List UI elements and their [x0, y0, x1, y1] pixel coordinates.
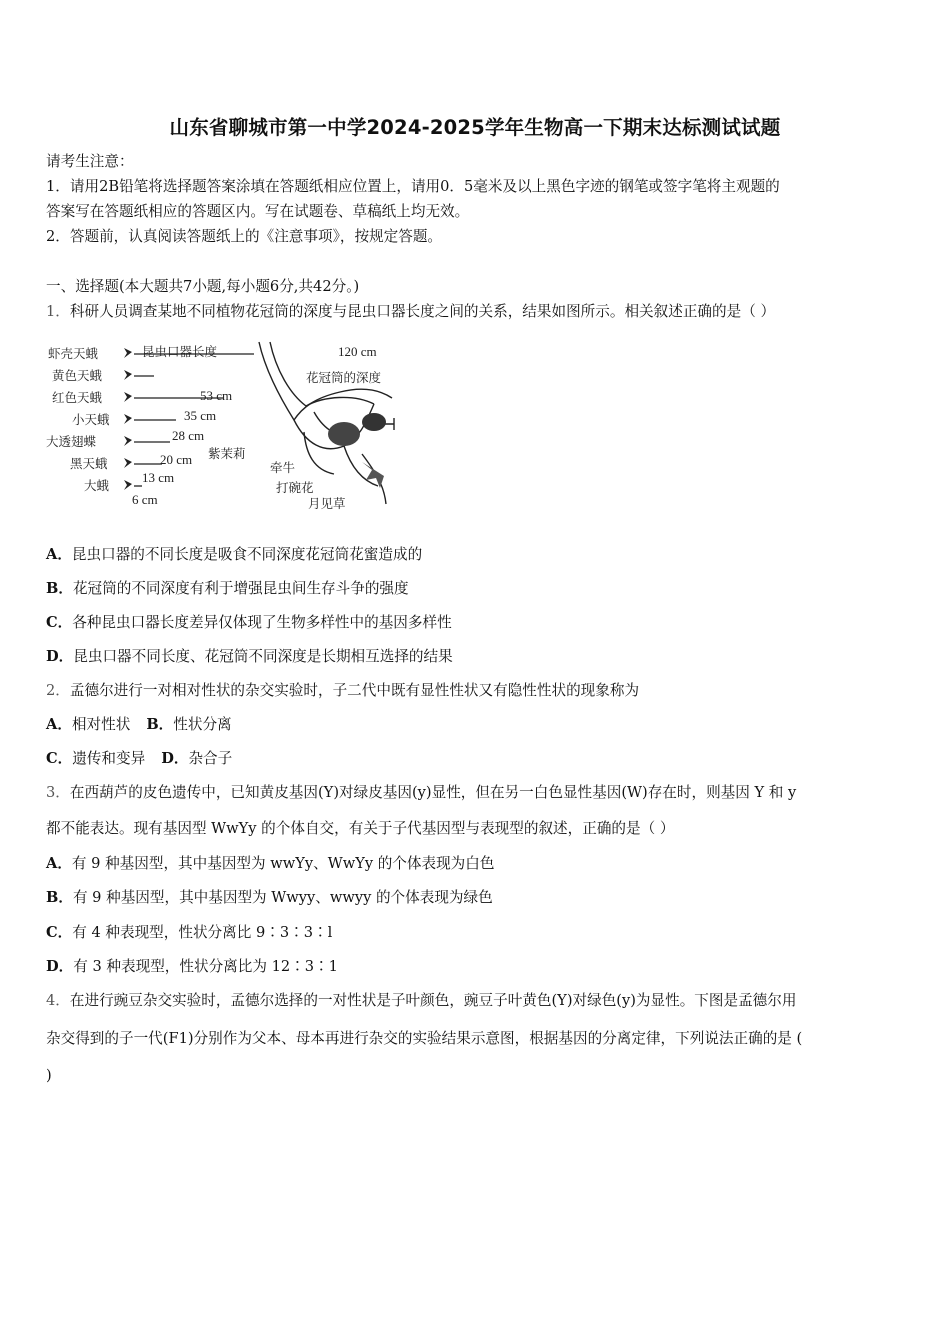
option-label: A． — [46, 716, 72, 733]
length-value: 35 cm — [184, 408, 217, 423]
length-value: 13 cm — [142, 470, 175, 485]
insect-label: 黑天蛾 — [70, 456, 108, 471]
length-value: 120 cm — [338, 344, 377, 359]
option-text: 相对性状 — [71, 716, 131, 733]
option-label: A． — [46, 546, 72, 563]
moth-icon — [124, 348, 132, 490]
flower-bloom-icon — [328, 422, 360, 446]
option-label: A． — [46, 855, 72, 872]
question-3-stem-cont: 都不能表达。现有基因型 WwYy 的个体自交，有关于子代基因型与表现型的叙述，正确的是（ ） — [46, 820, 675, 837]
option-text: 花冠筒的不同深度有利于增强昆虫间生存斗争的强度 — [72, 580, 409, 597]
question-4-stem — [46, 991, 906, 1011]
question-3-option — [46, 854, 906, 874]
option-label: B． — [146, 716, 174, 733]
question-text: 科研人员调查某地不同植物花冠筒的深度与昆虫口器长度之间的关系，结果如图所示。相关叙述正确的是（ ） — [69, 303, 776, 320]
figure-illustration — [44, 334, 420, 516]
section-heading: 一、选择题(本大题共7小题,每小题6分,共42分。) — [46, 278, 360, 295]
insect-label: 红色天蛾 — [52, 390, 103, 405]
length-value: 6 cm — [132, 492, 158, 507]
option-label: B． — [46, 580, 73, 597]
flower-label: 牵牛 — [270, 460, 296, 475]
question-2-stem — [46, 681, 906, 701]
option-text: 昆虫口器不同长度、花冠筒不同深度是长期相互选择的结果 — [73, 648, 453, 665]
question-text: 孟德尔进行一对相对性状的杂交实验时，子二代中既有显性性状又有隐性性状的现象称为 — [69, 682, 640, 699]
option-text: 有 4 种表现型，性状分离比 9∶3∶3∶l — [72, 924, 333, 941]
tube-depth-label: 花冠筒的深度 — [306, 370, 382, 385]
insect-label: 大透翅蝶 — [46, 434, 97, 449]
option-label: C． — [46, 924, 73, 941]
option-label: C． — [46, 614, 73, 631]
question-4-stem-end: ) — [46, 1067, 52, 1084]
length-value: 53 cm — [200, 388, 233, 403]
question-number: 4． — [46, 992, 70, 1009]
notice-line-1: 1．请用2B铅笔将选择题答案涂填在答题纸相应位置上，请用0．5毫米及以上黑色字迹的钢笔或签字笔将主观题的 — [46, 178, 780, 195]
question-text: 在西葫芦的皮色遗传中，已知黄皮基因(Y)对绿皮基因(y)显性，但在另一白色显性基因(W)存在时，则基因 Y 和 y — [69, 784, 797, 801]
option-text: 杂合子 — [188, 750, 233, 767]
question-1-stem — [46, 302, 906, 322]
option-text: 有 9 种基因型，其中基因型为 wwYy、WwYy 的个体表现为白色 — [71, 855, 495, 872]
question-1-option — [46, 545, 906, 565]
page-title: 山东省聊城市第一中学2024-2025学年生物高一下期末达标测试试题 — [169, 116, 781, 139]
option-label: B． — [46, 889, 73, 906]
question-2-options-row — [46, 715, 906, 735]
question-3-stem — [46, 783, 906, 803]
flower-label: 月见草 — [308, 496, 346, 511]
question-text: 在进行豌豆杂交实验时，孟德尔选择的一对性状是子叶颜色，豌豆子叶黄色(Y)对绿色(y)为显性。下图是孟德尔用 — [69, 992, 797, 1009]
question-4-stem-cont: 杂交得到的子一代(F1)分别作为父本、母本再进行杂交的实验结果示意图，根据基因的分离定律，下列说法正确的是 ( — [46, 1030, 803, 1047]
option-label: D． — [46, 958, 74, 975]
insect-flower-figure — [44, 334, 420, 516]
length-value: 28 cm — [172, 428, 205, 443]
insect-label: 小天蛾 — [72, 412, 110, 427]
option-text: 性状分离 — [173, 716, 232, 733]
option-label: C． — [46, 750, 73, 767]
question-1-option — [46, 613, 906, 633]
option-text: 各种昆虫口器长度差异仅体现了生物多样性中的基因多样性 — [72, 614, 452, 631]
question-1-option — [46, 647, 906, 667]
question-1-option — [46, 579, 906, 599]
flower-label: 打碗花 — [276, 480, 314, 495]
option-text: 遗传和变异 — [72, 750, 146, 767]
mouthpart-length-label: 昆虫口器长度 — [142, 344, 218, 359]
question-3-option — [46, 923, 906, 943]
notice-heading: 请考生注意： — [46, 153, 134, 170]
option-label: D． — [161, 750, 189, 767]
question-number: 3． — [46, 784, 70, 801]
notice-line-2: 2．答题前，认真阅读答题纸上的《注意事项》，按规定答题。 — [46, 228, 443, 245]
notice-line-1b: 答案写在答题纸相应的答题区内。写在试题卷、草稿纸上均无效。 — [46, 203, 470, 220]
option-text: 有 3 种表现型，性状分离比为 12∶3∶1 — [73, 958, 338, 975]
insect-label: 黄色天蛾 — [52, 368, 103, 383]
flower-bloom-icon — [362, 413, 386, 431]
length-value: 20 cm — [160, 452, 193, 467]
option-label: D． — [46, 648, 74, 665]
insect-label: 大蛾 — [84, 478, 110, 493]
question-3-option — [46, 888, 906, 908]
option-text: 有 9 种基因型，其中基因型为 Wwyy、wwyy 的个体表现为绿色 — [72, 889, 493, 906]
question-3-option — [46, 957, 906, 977]
question-number: 2． — [46, 682, 70, 699]
question-number: 1． — [46, 303, 70, 320]
question-2-options-row — [46, 749, 906, 769]
insect-label: 虾壳天蛾 — [48, 346, 99, 361]
flower-label: 紫茉莉 — [208, 446, 246, 461]
option-text: 昆虫口器的不同长度是吸食不同深度花冠筒花蜜造成的 — [71, 546, 423, 563]
